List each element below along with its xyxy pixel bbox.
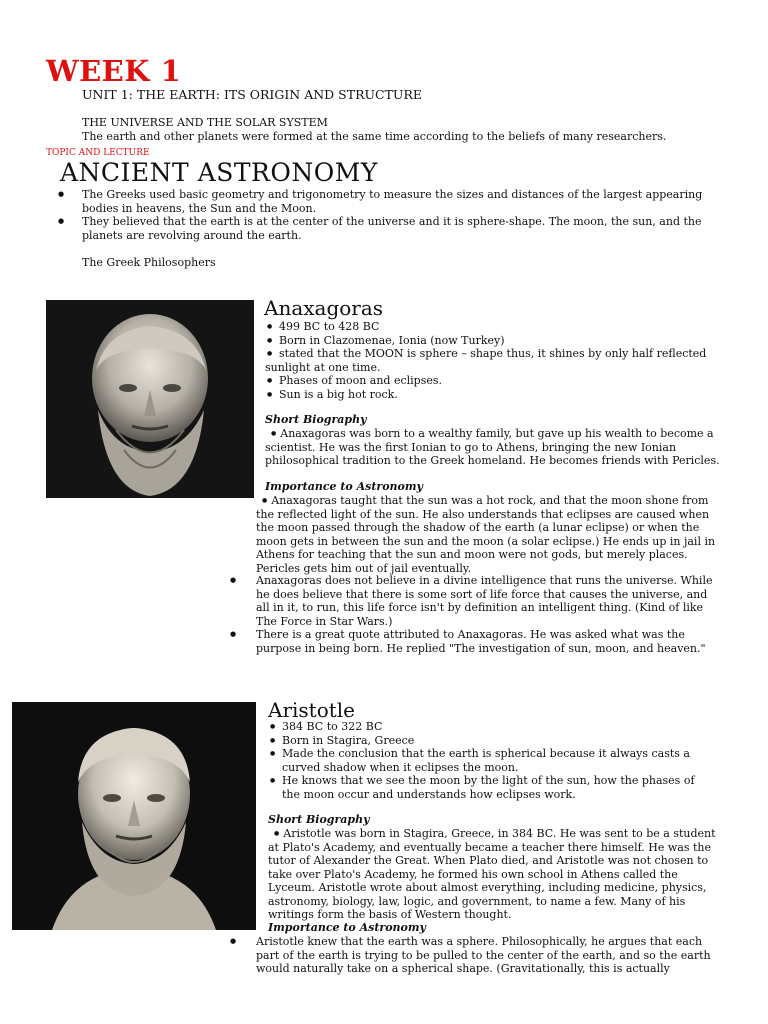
aristotle-name: Aristotle (268, 698, 356, 722)
fact-item: ● Born in Stagira, Greece (268, 734, 716, 748)
intro-bullet-list (58, 188, 718, 242)
extra-bullet: ● Anaxagoras does not believe in a divine intelligence that runs the universe. While he does believe that there is some sort of life force that causes the universe, and all in it, to run, this life force isn't by definition an intelligent thing. (Kind of like The Force in Star Wars.) (230, 574, 720, 628)
topic-label: TOPIC AND LECTURE (46, 148, 150, 158)
fact-item: ● stated that the MOON is sphere – shape thus, it shines by only half reflected (265, 347, 725, 361)
extra-bullet: ● Aristotle knew that the earth was a sphere. Philosophically, he argues that each part of the earth is trying to be pulled to the center of the earth, and so the earth would naturally take on a spherical shape. (Gravitationally, this is actually (230, 935, 720, 976)
bullet-icon: ● (262, 497, 268, 504)
aristotle-portrait (12, 702, 256, 930)
fact-item: ● 384 BC to 322 BC (268, 720, 716, 734)
fact-item: sunlight at one time. (265, 360, 381, 374)
anaxagoras-name: Anaxagoras (264, 296, 384, 320)
fact-item: ● Made the conclusion that the earth is spherical because it always casts a curved shadow when it eclipses the moon. (268, 747, 716, 774)
fact-item: ● Born in Clazomenae, Ionia (now Turkey) (265, 334, 725, 348)
extra-bullet: ● There is a great quote attributed to Anaxagoras. He was asked what was the purpose in being born. He replied "The investigation of sun, moon, and heaven." (230, 628, 720, 655)
section-subtitle: THE UNIVERSE AND THE SOLAR SYSTEM (82, 116, 328, 129)
anaxagoras-importance (256, 494, 726, 575)
unit-title: UNIT 1: THE EARTH: ITS ORIGIN AND STRUCTURE (82, 87, 422, 102)
fact-item: ● Phases of moon and eclipses. (265, 374, 725, 388)
aristotle-extra-list (230, 935, 720, 976)
anaxagoras-importance-text: Anaxagoras taught that the sun was a hot rock, and that the moon shone from the reflected light of the sun. He also understands that eclipses are caused when the moon passed through the shadow of the earth (a lunar eclipse) or when the moon gets in between the sun and the moon (a solar eclipse.) He ends up in jail in Athens for teaching that the sun and moon were not gods, but merely places. Pericles gets him out of jail eventually. (256, 494, 716, 575)
page-heading: ANCIENT ASTRONOMY (60, 158, 378, 187)
aristotle-bio (268, 827, 718, 922)
intro-bullet: ● The Greeks used basic geometry and trigonometry to measure the sizes and distances of the largest appearing bodies in heavens, the Sun and the Moon. (58, 188, 718, 215)
anaxagoras-bio-text: Anaxagoras was born to a wealthy family, but gave up his wealth to become a scientist. He was the first Ionian to go to Athens, bringing the new Ionian philosophical tradition to the Greek homeland. He becomes friends with Pericles. (265, 427, 720, 467)
aristotle-facts (268, 720, 716, 801)
anaxagoras-facts (265, 320, 725, 401)
anaxagoras-extra-list (230, 574, 720, 655)
week-title: WEEK 1 (46, 54, 182, 88)
aristotle-importance-label: Importance to Astronomy (268, 921, 426, 934)
aristotle-bio-text: Aristotle was born in Stagira, Greece, in 384 BC. He was sent to be a student at Plato's Academy, and eventually became a teacher there himself. He was the tutor of Alexander the Great. When Plato died, and Aristotle was not chosen to take over Plato's Academy, he formed his own school in Athens called the Lyceum. Aristotle wrote about almost everything, including medicine, physics, astronomy, biology, law, logic, and government, to name a few. Many of his writings form the basis of Western thought. (268, 827, 716, 921)
fact-item: ● Sun is a big hot rock. (265, 388, 725, 402)
bullet-icon: ● (271, 430, 277, 437)
intro-text: The earth and other planets were formed at the same time according to the beliefs of many researchers. (82, 130, 667, 143)
anaxagoras-bio-label: Short Biography (265, 413, 367, 426)
intro-bullet: ● They believed that the earth is at the center of the universe and it is sphere-shape. The moon, the sun, and the planets are revolving around the earth. (58, 215, 718, 242)
fact-item: ● 499 BC to 428 BC (265, 320, 725, 334)
philosophers-label: The Greek Philosophers (82, 256, 216, 269)
aristotle-bio-label: Short Biography (268, 813, 370, 826)
anaxagoras-portrait (46, 300, 254, 498)
anaxagoras-importance-label: Importance to Astronomy (265, 480, 423, 493)
bullet-icon: ● (274, 830, 280, 837)
fact-item: ● He knows that we see the moon by the light of the sun, how the phases of the moon occur and understands how eclipses work. (268, 774, 716, 801)
anaxagoras-bio (265, 427, 725, 468)
